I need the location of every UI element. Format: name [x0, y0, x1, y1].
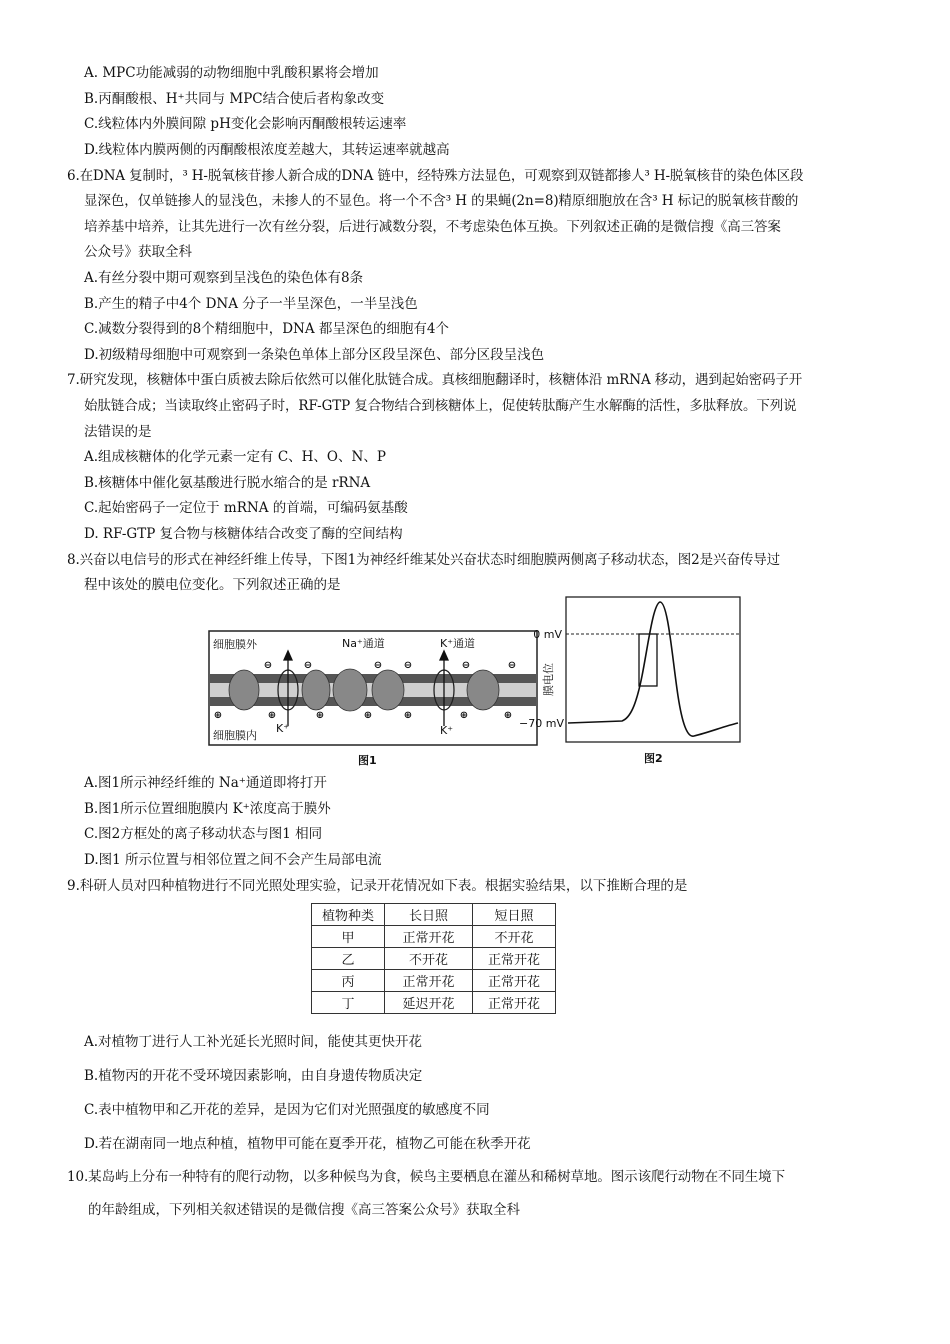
q8-option-c: C.图2方框处的离子移动状态与图1 相同 — [84, 826, 323, 842]
q9-flowering-table — [311, 903, 556, 1014]
q9-stem: 9.科研人员对四种植物进行不同光照处理实验，记录开花情况如下表。根据实验结果，以下推断合理的是 — [67, 878, 688, 894]
table-row — [312, 948, 556, 970]
q7-stem-line-2: 始肽链合成；当读取终止密码子时，RF-GTP 复合物结合到核糖体上，促使转肽酶产生水解酶的活性，多肽释放。下列说 — [84, 398, 797, 414]
q8-stem-line-2: 程中该处的膜电位变化。下列叙述正确的是 — [84, 577, 341, 593]
table-cell: 正常开花 — [473, 970, 556, 992]
na-channel-label: Na⁺通道 — [342, 637, 385, 650]
table-row — [312, 970, 556, 992]
protein-3 — [372, 670, 404, 710]
table-header-cell: 植物种类 — [312, 904, 385, 926]
charge-outer: ⊖ — [373, 660, 383, 671]
figure-1-caption: 图1 — [358, 754, 377, 767]
table-cell: 正常开花 — [385, 970, 473, 992]
q5-option-a: A. MPC功能减弱的动物细胞中乳酸积累将会增加 — [84, 65, 379, 81]
charge-outer: ⊖ — [303, 660, 313, 671]
charge-outer: ⊖ — [507, 660, 517, 671]
charge-inner: ⊕ — [459, 710, 469, 721]
q6-stem-line-2: 显深色，仅单链掺人的显浅色，未掺人的不显色。将一个不含³ H 的果蝇(2n=8)精原细胞放在含³ H 标记的脱氧核苷酸的 — [84, 193, 799, 209]
charge-inner: ⊕ — [403, 710, 413, 721]
table-cell: 丁 — [312, 992, 385, 1014]
q6-stem-line-1: 6.在DNA 复制时，³ H-脱氧核苷掺人新合成的DNA 链中，经特殊方法显色，可观察到双链都掺人³ H-脱氧核苷的染色体区段 — [67, 168, 804, 184]
figure-2-action-potential — [519, 596, 745, 770]
charge-outer: ⊖ — [461, 660, 471, 671]
q7-option-a: A.组成核糖体的化学元素一定有 C、H、O、N、P — [84, 449, 386, 465]
rest-mv-label: −70 mV — [519, 717, 564, 730]
figure-1-membrane-diagram — [208, 630, 538, 770]
q7-option-d: D. RF-GTP 复合物与核糖体结合改变了酶的空间结构 — [84, 526, 403, 542]
table-header-cell: 短日照 — [473, 904, 556, 926]
table-row — [312, 926, 556, 948]
q6-option-b: B.产生的精子中4个 DNA 分子一半呈深色，一半呈浅色 — [84, 296, 418, 312]
q6-option-d: D.初级精母细胞中可观察到一条染色单体上部分区段呈深色、部分区段呈浅色 — [84, 347, 545, 363]
q9-option-a: A.对植物丁进行人工补光延长光照时间，能使其更快开花 — [84, 1034, 423, 1050]
charge-inner: ⊕ — [213, 710, 223, 721]
protein-4 — [467, 670, 499, 710]
inside-label: 细胞膜内 — [213, 729, 257, 742]
table-cell: 甲 — [312, 926, 385, 948]
q8-option-d: D.图1 所示位置与相邻位置之间不会产生局部电流 — [84, 852, 382, 868]
protein-1 — [229, 670, 259, 710]
y-axis-label: 膜电位 — [542, 663, 555, 696]
q5-option-d: D.线粒体内膜两侧的丙酮酸根浓度差越大，其转运速率就越高 — [84, 142, 450, 158]
table-cell: 正常开花 — [473, 948, 556, 970]
charge-outer: ⊖ — [263, 660, 273, 671]
charge-inner: ⊕ — [503, 710, 513, 721]
charge-outer: ⊖ — [403, 660, 413, 671]
k-channel-label: K⁺通道 — [440, 637, 476, 650]
q8-stem-line-1: 8.兴奋以电信号的形式在神经纤维上传导，下图1为神经纤维某处兴奋状态时细胞膜两侧离子移动状态，图2是兴奋传导过 — [67, 552, 781, 568]
k-ion-label-right: K⁺ — [440, 724, 454, 737]
q7-option-b: B.核糖体中催化氨基酸进行脱水缩合的是 rRNA — [84, 475, 371, 491]
table-cell: 不开花 — [385, 948, 473, 970]
table-cell: 正常开花 — [473, 992, 556, 1014]
q9-option-d: D.若在湖南同一地点种植，植物甲可能在夏季开花，植物乙可能在秋季开花 — [84, 1136, 531, 1152]
q6-option-c: C.减数分裂得到的8个精细胞中，DNA 都呈深色的细胞有4个 — [84, 321, 449, 337]
zero-mv-label: 0 mV — [533, 628, 562, 641]
q7-stem-line-3: 法错误的是 — [84, 424, 152, 440]
q6-stem-line-3: 培养基中培养，让其先进行一次有丝分裂，后进行减数分裂，不考虑染色体互换。下列叙述正确的是微信搜《高三答案 — [84, 219, 781, 235]
q8-option-b: B.图1所示位置细胞膜内 K⁺浓度高于膜外 — [84, 801, 331, 817]
q7-option-c: C.起始密码子一定位于 mRNA 的首端，可编码氨基酸 — [84, 500, 408, 516]
table-cell: 丙 — [312, 970, 385, 992]
q6-option-a: A.有丝分裂中期可观察到呈浅色的染色体有8条 — [84, 270, 364, 286]
q7-stem-line-1: 7.研究发现，核糖体中蛋白质被去除后依然可以催化肽链合成。真核细胞翻译时，核糖体沿 mRNA 移动，遇到起始密码子开 — [67, 372, 803, 388]
q10-stem-line-1: 10.某岛屿上分布一种特有的爬行动物，以多种候鸟为食，候鸟主要栖息在灌丛和稀树草地。图示该爬行动物在不同生境下 — [67, 1169, 785, 1185]
q9-option-c: C.表中植物甲和乙开花的差异，是因为它们对光照强度的敏感度不同 — [84, 1102, 490, 1118]
q9-option-b: B.植物丙的开花不受环境因素影响，由自身遗传物质决定 — [84, 1068, 423, 1084]
table-cell: 延迟开花 — [385, 992, 473, 1014]
table-header-row — [312, 904, 556, 926]
q8-option-a: A.图1所示神经纤维的 Na⁺通道即将打开 — [84, 775, 327, 791]
figure-2-caption: 图2 — [644, 752, 663, 765]
q5-option-b: B.丙酮酸根、H⁺共同与 MPC结合使后者构象改变 — [84, 91, 385, 107]
table-row — [312, 992, 556, 1014]
charge-inner: ⊕ — [315, 710, 325, 721]
na-channel-protein — [333, 669, 367, 711]
charge-inner: ⊕ — [363, 710, 373, 721]
protein-2 — [302, 670, 330, 710]
table-header-cell: 长日照 — [385, 904, 473, 926]
table-cell: 不开花 — [473, 926, 556, 948]
q10-stem-line-2: 的年龄组成，下列相关叙述错误的是微信搜《高三答案公众号》获取全科 — [88, 1202, 520, 1218]
outside-label: 细胞膜外 — [213, 638, 257, 651]
q6-stem-line-4: 公众号》获取全科 — [84, 244, 192, 260]
charge-inner: ⊕ — [267, 710, 277, 721]
k-ion-label-left: K⁺ — [276, 722, 290, 735]
q5-option-c: C.线粒体内外膜间隙 pH变化会影响丙酮酸根转运速率 — [84, 116, 407, 132]
table-cell: 正常开花 — [385, 926, 473, 948]
table-cell: 乙 — [312, 948, 385, 970]
